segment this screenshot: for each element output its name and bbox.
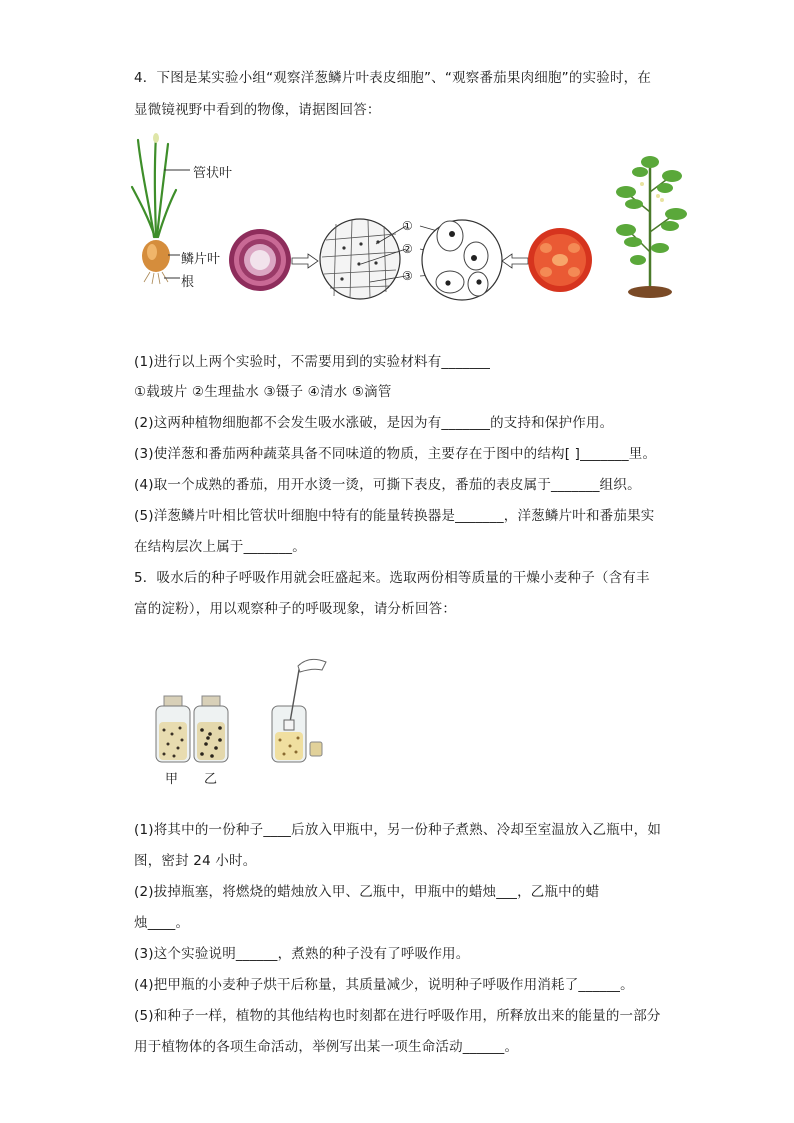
q4-sub3: (3)使洋葱和番茄两种蔬菜具备不同味道的物质，主要存在于图中的结构[ ]_______里。 (134, 446, 657, 462)
q4-sub2: (2)这两种植物细胞都不会发生吸水涨破，是因为有_______的支持和保护作用。 (134, 415, 614, 431)
tomato-cell-field (422, 220, 502, 300)
bottle-yi (194, 696, 228, 762)
marker-1: ① (402, 219, 413, 233)
q5-sub3: (3)这个实验说明______，煮熟的种子没有了呼吸作用。 (134, 946, 470, 962)
label-root: 根 (181, 275, 195, 290)
q5-sub5-line2: 用于植物体的各项生命活动，举例写出某一项生命活动______。 (134, 1039, 519, 1055)
label-yi: 乙 (204, 772, 218, 787)
q5-sub1-line2: 图，密封 24 小时。 (134, 853, 257, 869)
tomato-slice (528, 228, 592, 292)
q5-sub2-line1: (2)拔掉瓶塞，将燃烧的蜡烛放入甲、乙瓶中，甲瓶中的蜡烛___，乙瓶中的蜡 (134, 884, 600, 900)
seed-bottle-figure (150, 650, 330, 770)
q4-sub5-line1: (5)洋葱鳞片叶相比管状叶细胞中特有的能量转换器是_______，洋葱鳞片叶和番茄果实 (134, 508, 655, 524)
q5-sub5-line1: (5)和种子一样，植物的其他结构也时刻都在进行呼吸作用，所释放出来的能量的一部分 (134, 1008, 661, 1024)
q4-sub1-options: ①载玻片 ②生理盐水 ③镊子 ④清水 ⑤滴管 (134, 384, 392, 400)
q5-stem-line1: 5．吸水后的种子呼吸作用就会旺盛起来。选取两份相等质量的干燥小麦种子（含有丰 (134, 570, 650, 586)
q4-stem-line1: 4．下图是某实验小组“观察洋葱鳞片叶表皮细胞”、“观察番茄果肉细胞”的实验时，在 (134, 70, 652, 86)
green-onion-plant (132, 135, 176, 237)
onion-slice (229, 229, 291, 291)
label-jia: 甲 (165, 772, 179, 787)
arrow-right-icon (292, 254, 318, 268)
onion-cell-field (320, 219, 400, 299)
label-scale-leaf: 鳞片叶 (181, 252, 221, 267)
tomato-plant (616, 156, 687, 298)
q4-sub5-line2: 在结构层次上属于_______。 (134, 539, 306, 555)
q5-sub1-line1: (1)将其中的一份种子____后放入甲瓶中，另一份种子煮熟、冷却至室温放入乙瓶中，如 (134, 822, 662, 838)
marker-3: ③ (402, 269, 413, 283)
q4-sub1: (1)进行以上两个实验时，不需要用到的实验材料有_______ (134, 354, 491, 370)
label-tube-leaf: 管状叶 (193, 166, 233, 181)
bottle-with-candle (272, 659, 326, 762)
q5-stem-line2: 富的淀粉），用以观察种子的呼吸现象，请分析回答： (134, 601, 457, 617)
marker-2: ② (402, 242, 413, 256)
bottle-jia (156, 696, 190, 762)
q5-sub4: (4)把甲瓶的小麦种子烘干后称量，其质量减少，说明种子呼吸作用消耗了______。 (134, 977, 634, 993)
arrow-left-icon (502, 254, 528, 268)
q4-stem-line2: 显微镜视野中看到的物像，请据图回答： (134, 102, 381, 118)
q4-sub4: (4)取一个成熟的番茄，用开水烫一烫，可撕下表皮，番茄的表皮属于_______组织。 (134, 477, 641, 493)
q5-sub2-line2: 烛____。 (134, 915, 190, 931)
